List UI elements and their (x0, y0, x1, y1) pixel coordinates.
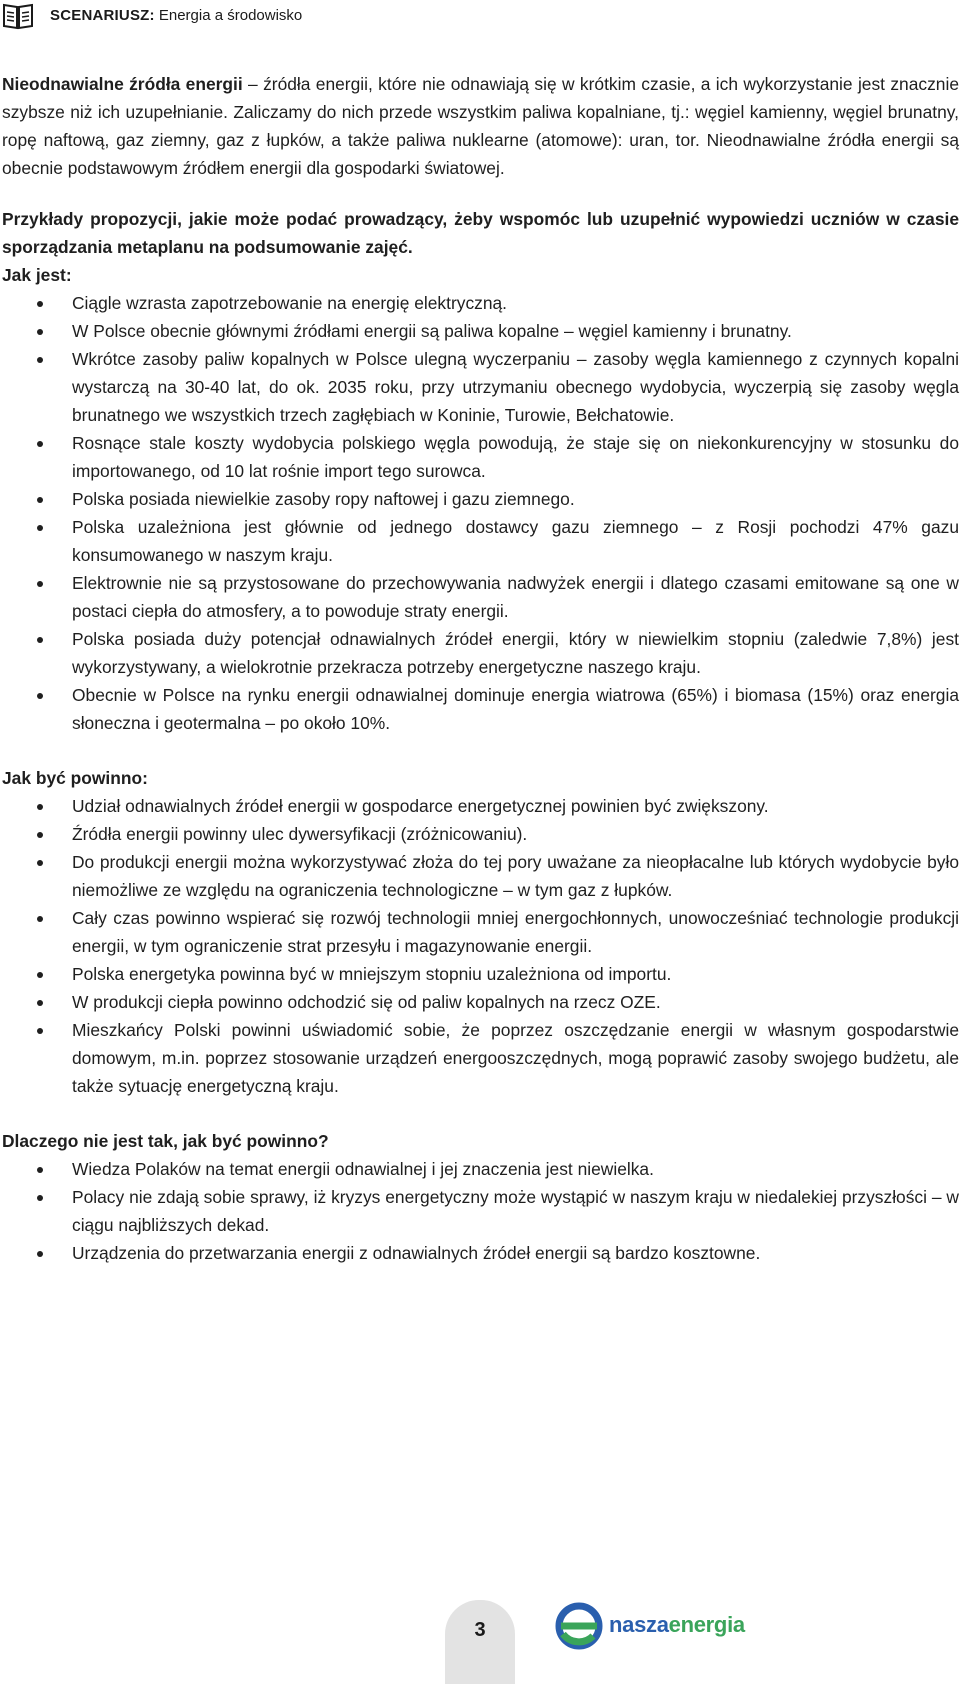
section-title: Jak być powinno: (2, 768, 148, 788)
list-item: Polska posiada duży potencjał odnawialnych źródeł energii, który w niewielkim stopniu (zaledwie 7,8%) jest wykorzystywany, a wielokrotnie przekracza potrzeby energetyczne naszego kraju. (2, 625, 959, 681)
list-item: W produkcji ciepła powinno odchodzić się od paliw kopalnych na rzecz OZE. (2, 988, 959, 1016)
list-item: Źródła energii powinny ulec dywersyfikacji (zróżnicowaniu). (2, 820, 959, 848)
list-item: Udział odnawialnych źródeł energii w gospodarce energetycznej powinien być zwiększony. (2, 792, 959, 820)
list-item: Polska posiada niewielkie zasoby ropy naftowej i gazu ziemnego. (2, 485, 959, 513)
list-item: Polska uzależniona jest głównie od jednego dostawcy gazu ziemnego – z Rosji pochodzi 47% gazu konsumowanego w naszym kraju. (2, 513, 959, 569)
list-item: Elektrownie nie są przystosowane do przechowywania nadwyżek energii i dlatego czasami emitowane są one w postaci ciepła do atmosfery, a to powoduje straty energii. (2, 569, 959, 625)
list-item: Wkrótce zasoby paliw kopalnych w Polsce ulegną wyczerpaniu – zasoby węgla kamiennego z czynnych kopalni wystarczą na 30-40 lat, do ok. 2035 roku, przy utrzymaniu obecnego wydobycia, wyczerpią się zasoby węgla brunatnego we wszystkich trzech zagłębiach w Koninie, Turowie, Bełchatowie. (2, 345, 959, 429)
page-number: 3 (474, 1619, 486, 1641)
list-item: Obecnie w Polsce na rynku energii odnawialnej dominuje energia wiatrowa (65%) i biomasa (15%) oraz energia słoneczna i geotermalna – po około 10%. (2, 681, 959, 737)
page-header (0, 0, 960, 34)
list-item: W Polsce obecnie głównymi źródłami energii są paliwa kopalne – węgiel kamienny i brunatny. (2, 317, 959, 345)
logo-mark-icon (553, 1600, 605, 1652)
logo-wordmark-part2: energia (668, 1612, 745, 1637)
scenario-topic: Energia a środowisko (154, 7, 303, 24)
scenario-title (50, 7, 302, 24)
bullet-list (2, 1155, 959, 1267)
list-item: Urządzenia do przetwarzania energii z odnawialnych źródeł energii są bardzo kosztowne. (2, 1239, 959, 1267)
list-item: Wiedza Polaków na temat energii odnawialnej i jej znaczenia jest niewielka. (2, 1155, 959, 1183)
logo-wordmark (609, 1612, 745, 1638)
list-item: Polacy nie zdają sobie sprawy, iż kryzys energetyczny może wystąpić w naszym kraju w niedalekiej przyszłości – w ciągu najbliższych dekad. (2, 1183, 959, 1239)
metaplan-sections (2, 261, 959, 1267)
naszaenergia-logo (553, 1600, 753, 1652)
open-book-icon (2, 2, 34, 30)
list-item: Ciągle wzrasta zapotrzebowanie na energię elektryczną. (2, 289, 959, 317)
list-item: Polska energetyka powinna być w mniejszym stopniu uzależniona od importu. (2, 960, 959, 988)
list-item: Cały czas powinno wspierać się rozwój technologii mniej energochłonnych, unowocześniać technologie produkcji energii, w tym ograniczenie strat przesyłu i magazynowanie energii. (2, 904, 959, 960)
page-content (2, 70, 959, 1267)
section-title: Dlaczego nie jest tak, jak być powinno? (2, 1131, 329, 1151)
bullet-list (2, 289, 959, 737)
bullet-list (2, 792, 959, 1100)
logo-wordmark-part1: nasza (609, 1612, 669, 1637)
facilitator-prompt: Przykłady propozycji, jakie może podać prowadzący, żeby wspomóc lub uzupełnić wypowiedzi uczniów w czasie sporządzania metaplanu na podsumowanie zajęć. (2, 209, 959, 257)
list-item: Mieszkańcy Polski powinni uświadomić sobie, że poprzez oszczędzanie energii w własnym gospodarstwie domowym, m.in. poprzez stosowanie urządzeń energooszczędnych, mogą poprawić zasoby swojego budżetu, ale także sytuację energetyczną kraju. (2, 1016, 959, 1100)
section-title: Jak jest: (2, 265, 72, 285)
intro-definition: – źródła energii, które nie odnawiają się w krótkim czasie, a ich wykorzystanie jest znacznie szybsze niż ich uzupełnianie. Zaliczamy do nich przede wszystkim paliwa kopalniane, tj.: węgiel kamienny, węgiel brunatny, ropę naftową, gaz ziemny, gaz z łupków, a także paliwa nuklearne (atomowe): uran, tor. Nieodnawialne źródła energii są obecnie podstawowym źródłem energii dla gospodarki światowej. (2, 74, 959, 178)
intro-paragraph (2, 70, 959, 182)
scenario-label: SCENARIUSZ: (50, 7, 155, 24)
list-item: Rosnące stale koszty wydobycia polskiego węgla powodują, że staje się on niekonkurencyjny w stosunku do importowanego, od 10 lat rośnie import tego surowca. (2, 429, 959, 485)
page-number-tab (445, 1600, 515, 1684)
intro-term: Nieodnawialne źródła energii (2, 74, 243, 94)
list-item: Do produkcji energii można wykorzystywać złoża do tej pory uważane za nieopłacalne lub których wydobycie było niemożliwe ze względu na ograniczenia technologiczne – w tym gaz z łupków. (2, 848, 959, 904)
